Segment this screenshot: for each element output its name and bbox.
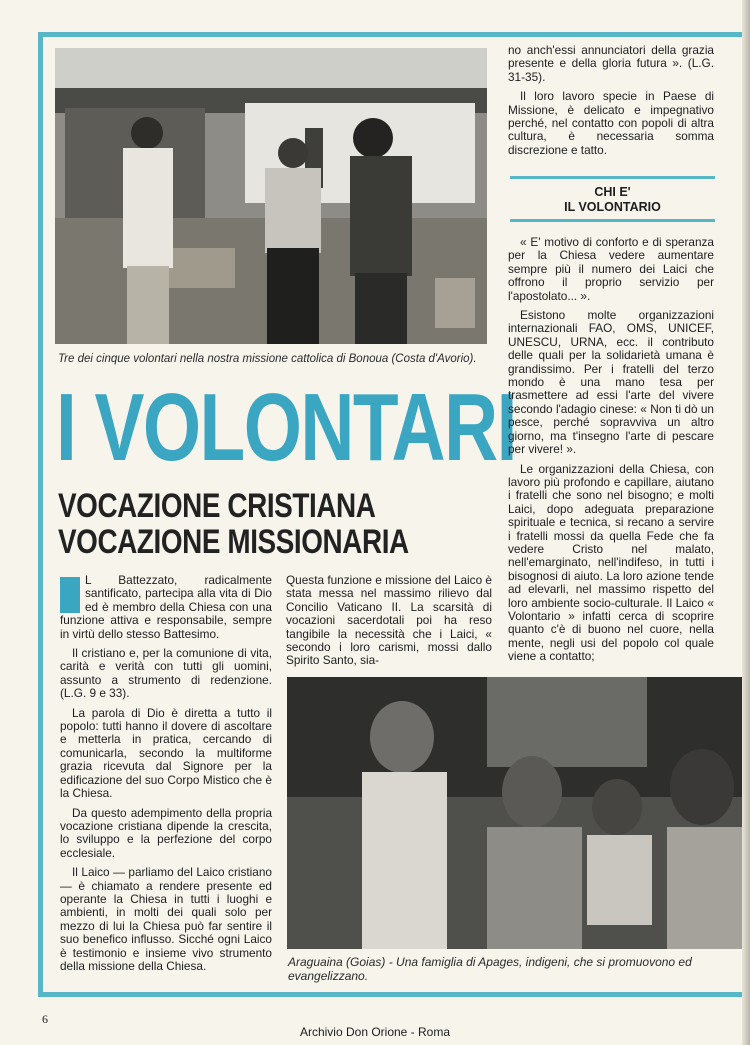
- column-1-paragraph-1: L Battezzato, radicalmente santificato, partecipa alla vita di Dio ed è membro della Chiesa con una funzione attiva e responsabile, sempre in virtù dello stesso Battesimo.: [60, 573, 272, 641]
- page-number: 6: [42, 1012, 48, 1026]
- column-1-paragraph-2: Il cristiano e, per la comunione di vita, carità e verità con tutti gli uomini, assunto a strumento di redenzione. (L.G. 9 e 33).: [60, 646, 272, 701]
- column-1-paragraph-3: La parola di Dio è diretta a tutto il popolo: tutti hanno il dovere di ascoltare e metterla in pratica, cercando di comunicarla, secondo la multiforme grazia ricevuta dal Signore per la edificazione del suo Corpo Mistico che è la Chiesa.: [60, 705, 272, 801]
- archive-label: Archivio Don Orione - Roma: [299, 1025, 451, 1039]
- column-3-top: [508, 44, 714, 163]
- dropcap-block: [60, 577, 80, 613]
- subtitle-line-1: VOCAZIONE CRISTIANA: [58, 487, 376, 525]
- section-heading-line-1: CHI E': [594, 185, 631, 199]
- page-edge: [742, 0, 750, 1045]
- column-2: [286, 574, 492, 674]
- article-title: I VOLONTARI: [56, 374, 516, 481]
- column-1-paragraph-5: Il Laico — parliamo del Laico cristiano — è chiamato a rendere presente ed operante la Chiesa in tutti i luoghi e ambienti, in molti dei quali solo per mezzo di lui la Chiesa può far sentire il suo benefico influsso. Sicché ogni Laico è testimonio e insieme vivo strumento della missione della Chiesa.: [60, 865, 272, 973]
- section-heading-line-2: IL VOLONTARIO: [564, 200, 661, 214]
- photo-top-caption: Tre dei cinque volontari nella nostra missione cattolica di Bonoua (Costa d'Avorio).: [58, 353, 477, 365]
- photo-bottom-caption: Araguaina (Goias) - Una famiglia di Apages, indigeni, che si promuovono ed evangelizzano.: [288, 955, 692, 983]
- section-heading-box: [510, 176, 715, 222]
- column-3-bottom: [508, 236, 714, 670]
- column-3-paragraph-4: Esistono molte organizzazioni internazionali FAO, OMS, UNICEF, UNESCU, URNA, ecc. il contributo delle quali per la solidarietà umana è grandissimo. Per i fratelli del terzo mondo è una mano tesa per trasmettere ad essi l'arte del vivere secondo l'adagio cinese: « Non ti dò un pesce, perché sopravviva un altro giorno, ma t'insegno l'arte di pescare per vivere! ».: [508, 308, 714, 457]
- column-3-paragraph-5: Le organizzazioni della Chiesa, con lavoro più profondo e capillare, aiutano i fratelli che sono nel bisogno; e molti Laici, dopo adeguata preparazione spirituale e tecnica, si recano a servire i fratelli mossi da quella Fede che fa vedere Cristo nel malato, nell'emarginato, nell'indifeso, in tutti i bisognosi di aiuto. La loro azione tende ad elevarli, nel massimo rispetto del loro ambiente socio-culturale. Il Laico « Volontario » infatti cerca di scoprire quanto c'è di buono nel cuore, nella mente, negli usi del popolo col quale viene a contatto;: [508, 461, 714, 664]
- column-3-paragraph-2: Il loro lavoro specie in Paese di Missione, è delicato e impegnativo perché, nel contatto con popoli di altra cultura, è necessaria somma discrezione e tatto.: [508, 89, 714, 157]
- column-1: [60, 574, 272, 979]
- column-1-paragraph-4: Da questo adempimento della propria vocazione cristiana dipende la crescita, lo sviluppo e la perfezione del corpo ecclesiale.: [60, 805, 272, 860]
- photo-volunteers: [55, 48, 487, 344]
- column-2-paragraph-1: Questa funzione e missione del Laico è stata messa nel massimo rilievo dal Concilio Vaticano II. La scarsità di vocazioni sacerdotali poi ha reso tangibile la necessità che i Laici, « secondo i loro carismi, mossi dallo Spirito Santo, sia-: [286, 573, 492, 668]
- subtitle-line-2: VOCAZIONE MISSIONARIA: [58, 523, 409, 561]
- column-3-paragraph-3: « E' motivo di conforto e di speranza per la Chiesa vedere aumentare sempre più il numero dei Laici che offrono il proprio servizio per l'apostolato... ».: [508, 235, 714, 303]
- column-3-paragraph-1: no anch'essi annunciatori della grazia presente e della gloria futura ». (L.G. 31-35).: [508, 43, 714, 84]
- photo-family: [287, 677, 742, 949]
